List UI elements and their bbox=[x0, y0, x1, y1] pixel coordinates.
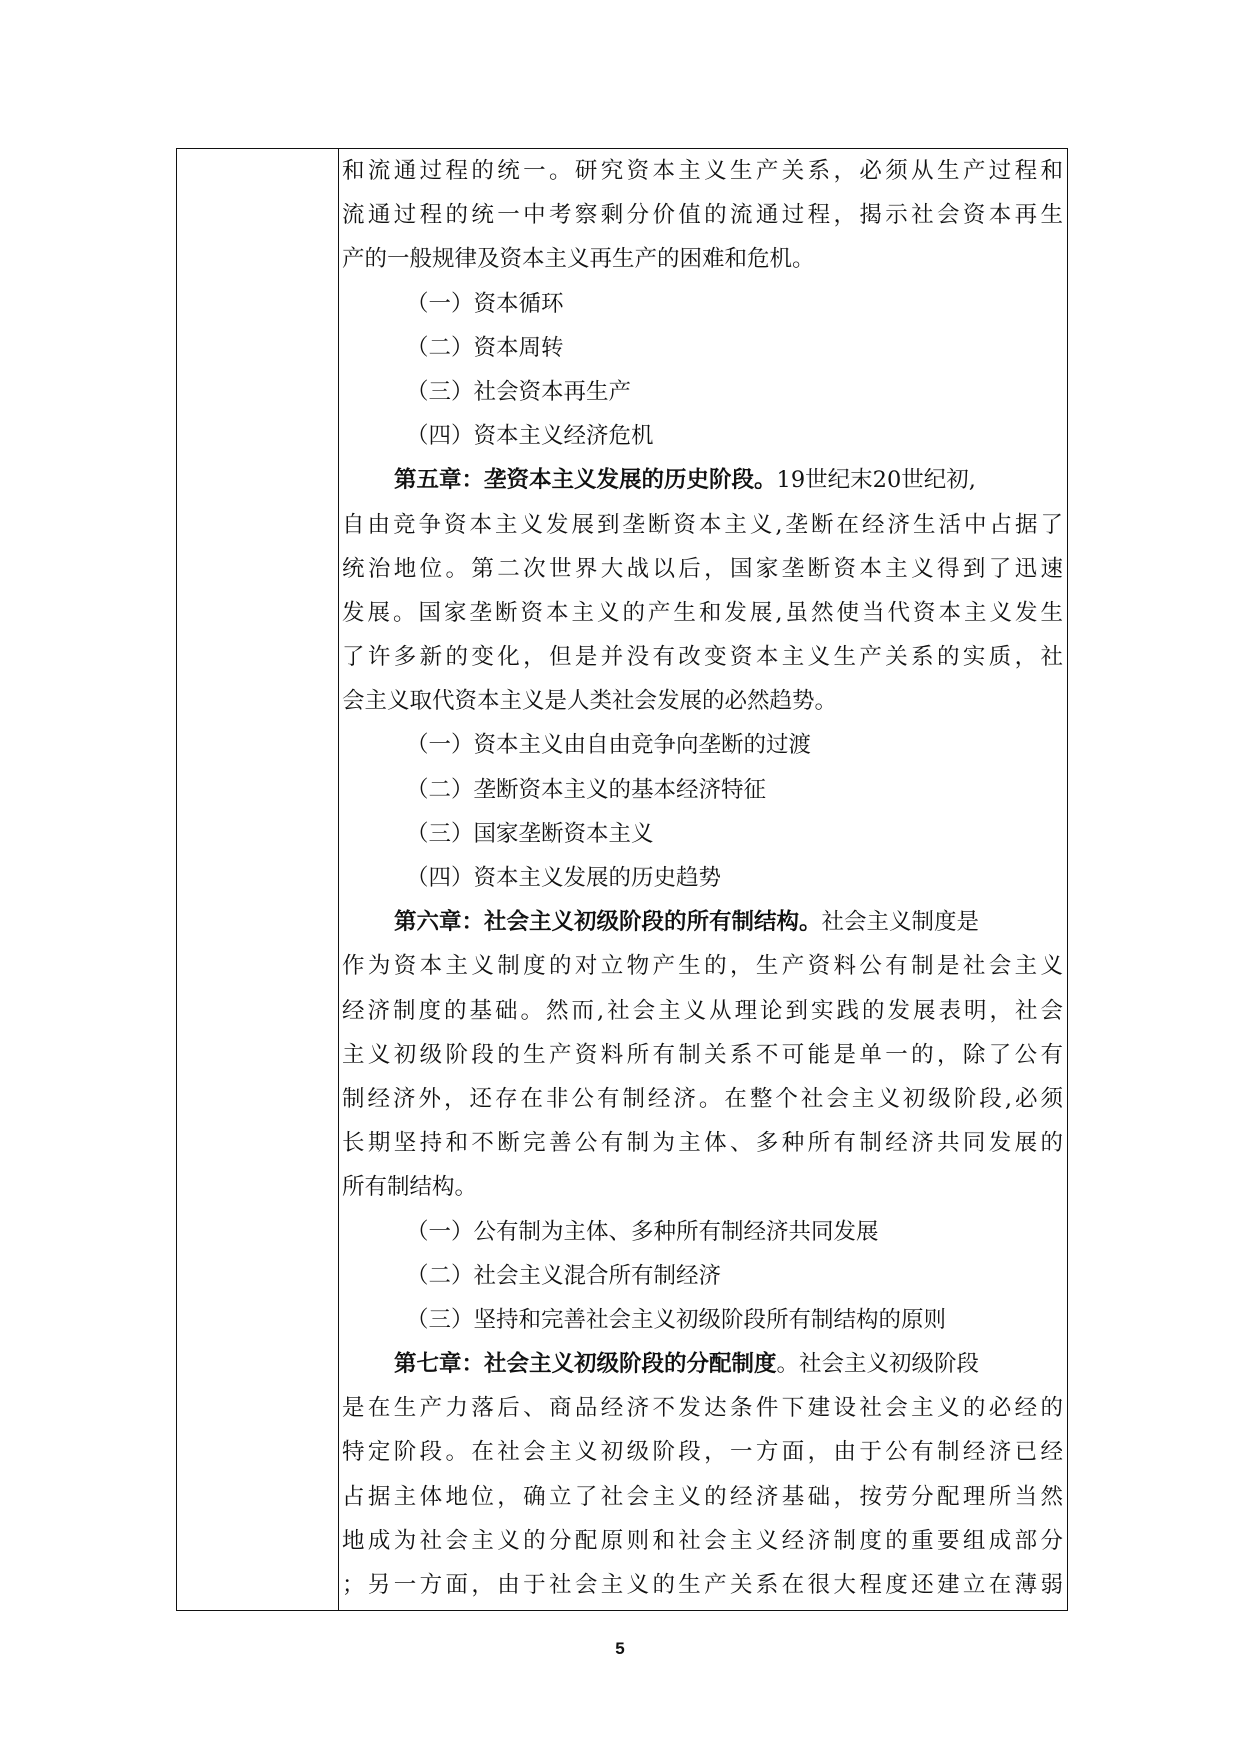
chapter-7-text-start: 。社会主义初级阶段 bbox=[776, 1351, 980, 1378]
chapter-5-title: 第五章：垄资本主义发展的历史阶段。 bbox=[394, 467, 777, 494]
chapter-5-heading-line bbox=[342, 458, 1063, 502]
body-line: 统治地位。第二次世界大战以后，国家垄断资本主义得到了迅速 bbox=[342, 555, 1063, 582]
body-line: 会主义取代资本主义是人类社会发展的必然趋势。 bbox=[342, 688, 838, 715]
section-item: （三）国家垄断资本主义 bbox=[406, 820, 654, 847]
body-line: 是在生产力落后、商品经济不发达条件下建设社会主义的必经的 bbox=[342, 1395, 1063, 1422]
section-item: （四）资本主义经济危机 bbox=[406, 423, 654, 450]
chapter-7-title: 第七章：社会主义初级阶段的分配制度 bbox=[394, 1351, 777, 1378]
body-line: 作为资本主义制度的对立物产生的，生产资料公有制是社会主义 bbox=[342, 953, 1063, 980]
document-table bbox=[176, 148, 1068, 1611]
section-item: （三）社会资本再生产 bbox=[406, 378, 632, 405]
section-item: （一）资本主义由自由竞争向垄断的过渡 bbox=[406, 732, 812, 759]
chapter-7-heading-line bbox=[342, 1342, 1063, 1386]
body-line: 和流通过程的统一。研究资本主义生产关系，必须从生产过程和 bbox=[342, 158, 1063, 184]
section-item: （三）坚持和完善社会主义初级阶段所有制结构的原则 bbox=[406, 1306, 947, 1333]
chapter-6-text-start: 社会主义制度是 bbox=[821, 909, 980, 936]
table-content-cell bbox=[339, 149, 1067, 1610]
body-line: 产的一般规律及资本主义再生产的困难和危机。 bbox=[342, 246, 815, 273]
section-item: （二）社会主义混合所有制经济 bbox=[406, 1262, 722, 1289]
body-line: 了许多新的变化，但是并没有改变资本主义生产关系的实质，社 bbox=[342, 644, 1063, 671]
body-line: 地成为社会主义的分配原则和社会主义经济制度的重要组成部分 bbox=[342, 1527, 1063, 1554]
section-item: （二）资本周转 bbox=[406, 334, 564, 361]
body-line: 自由竞争资本主义发展到垄断资本主义,垄断在经济生活中占据了 bbox=[342, 511, 1063, 538]
section-item: （二）垄断资本主义的基本经济特征 bbox=[406, 776, 767, 803]
body-line: 制经济外，还存在非公有制经济。在整个社会主义初级阶段,必须 bbox=[342, 1085, 1063, 1112]
body-line: 特定阶段。在社会主义初级阶段，一方面，由于公有制经济已经 bbox=[342, 1439, 1063, 1466]
chapter-5-text-start: 19世纪末20世纪初, bbox=[776, 467, 976, 494]
body-line: ；另一方面，由于社会主义的生产关系在很大程度还建立在薄弱 bbox=[342, 1572, 1063, 1598]
body-line: 主义初级阶段的生产资料所有制关系不可能是单一的，除了公有 bbox=[342, 1041, 1063, 1068]
body-line: 所有制结构。 bbox=[342, 1174, 478, 1201]
chapter-6-title: 第六章：社会主义初级阶段的所有制结构。 bbox=[394, 909, 822, 936]
body-line: 流通过程的统一中考察剩分价值的流通过程，揭示社会资本再生 bbox=[342, 202, 1063, 229]
section-item: （一）公有制为主体、多种所有制经济共同发展 bbox=[406, 1218, 879, 1245]
body-line: 占据主体地位，确立了社会主义的经济基础，按劳分配理所当然 bbox=[342, 1483, 1063, 1510]
body-line: 长期坚持和不断完善公有制为主体、多种所有制经济共同发展的 bbox=[342, 1130, 1063, 1157]
page-number: 5 bbox=[615, 1639, 625, 1658]
section-item: （四）资本主义发展的历史趋势 bbox=[406, 865, 722, 891]
body-line: 经济制度的基础。然而,社会主义从理论到实践的发展表明，社会 bbox=[342, 997, 1063, 1024]
section-item: （一）资本循环 bbox=[406, 290, 564, 317]
chapter-6-heading-line bbox=[342, 900, 1063, 944]
table-left-column bbox=[177, 149, 339, 1610]
body-line: 发展。国家垄断资本主义的产生和发展,虽然使当代资本主义发生 bbox=[342, 599, 1063, 626]
